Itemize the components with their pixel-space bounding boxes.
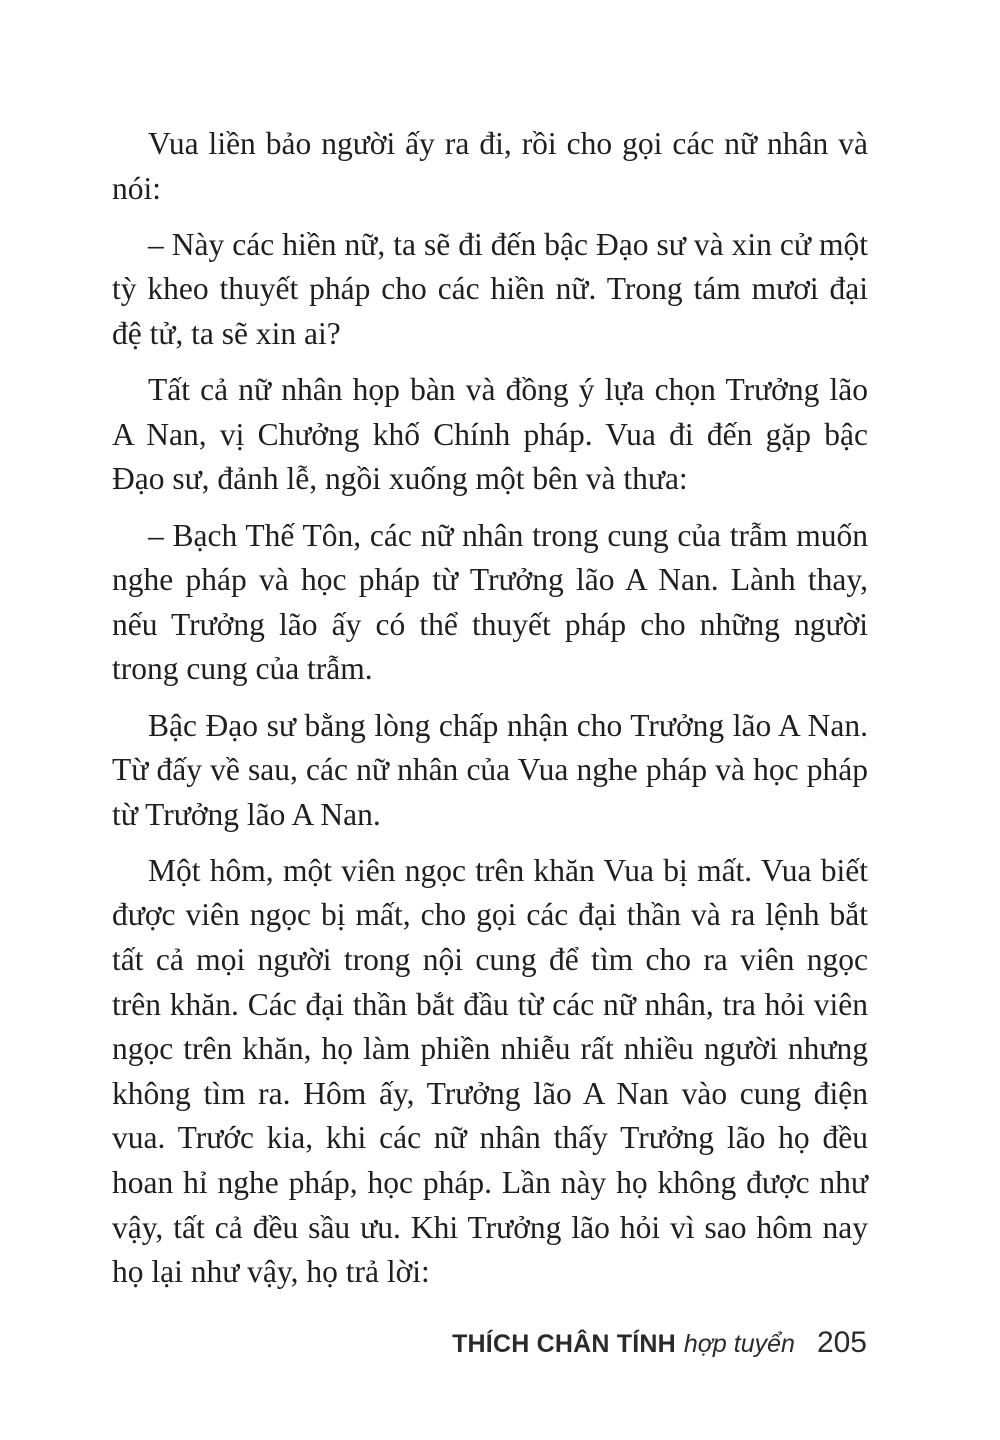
footer-subtitle: hợp tuyển [683, 1330, 795, 1358]
body-text [112, 122, 868, 1306]
footer-author: THÍCH CHÂN TÍNH [452, 1330, 676, 1358]
page-footer [452, 1326, 867, 1370]
paragraph-4: – Bạch Thế Tôn, các nữ nhân trong cung của trẫm muốn nghe pháp và học pháp từ Trưởng lão A Nan. Lành thay, nếu Trưởng lão ấy có thể thuyết pháp cho những người trong cung của trẫm. [112, 517, 868, 687]
page-number: 205 [816, 1326, 867, 1359]
paragraph-6: Một hôm, một viên ngọc trên khăn Vua bị mất. Vua biết được viên ngọc bị mất, cho gọi các đại thần và ra lệnh bắt tất cả mọi người trong nội cung để tìm cho ra viên ngọc trên khăn. Các đại thần bắt đầu từ các nữ nhân, tra hỏi viên ngọc trên khăn, họ làm phiền nhiễu rất nhiều người nhưng không tìm ra. Hôm ấy, Trưởng lão A Nan vào cung điện vua. Trước kia, khi các nữ nhân thấy Trưởng lão họ đều hoan hỉ nghe pháp, học pháp. Lần này họ không được như vậy, tất cả đều sầu ưu. Khi Trưởng lão hỏi vì sao hôm nay họ lại như vậy, họ trả lời: [112, 852, 868, 1290]
paragraph-2: – Này các hiền nữ, ta sẽ đi đến bậc Đạo sư và xin cử một tỳ kheo thuyết pháp cho các hiền nữ. Trong tám mươi đại đệ tử, ta sẽ xin ai? [112, 226, 868, 351]
paragraph-5: Bậc Đạo sư bằng lòng chấp nhận cho Trưởng lão A Nan. Từ đấy về sau, các nữ nhân của Vua nghe pháp và học pháp từ Trưởng lão A Nan. [112, 707, 868, 832]
paragraph-1: Vua liền bảo người ấy ra đi, rồi cho gọi các nữ nhân và nói: [112, 126, 868, 206]
paragraph-3: Tất cả nữ nhân họp bàn và đồng ý lựa chọn Trưởng lão A Nan, vị Chưởng khố Chính pháp. Vua đi đến gặp bậc Đạo sư, đảnh lễ, ngồi xuống một bên và thưa: [112, 372, 868, 497]
